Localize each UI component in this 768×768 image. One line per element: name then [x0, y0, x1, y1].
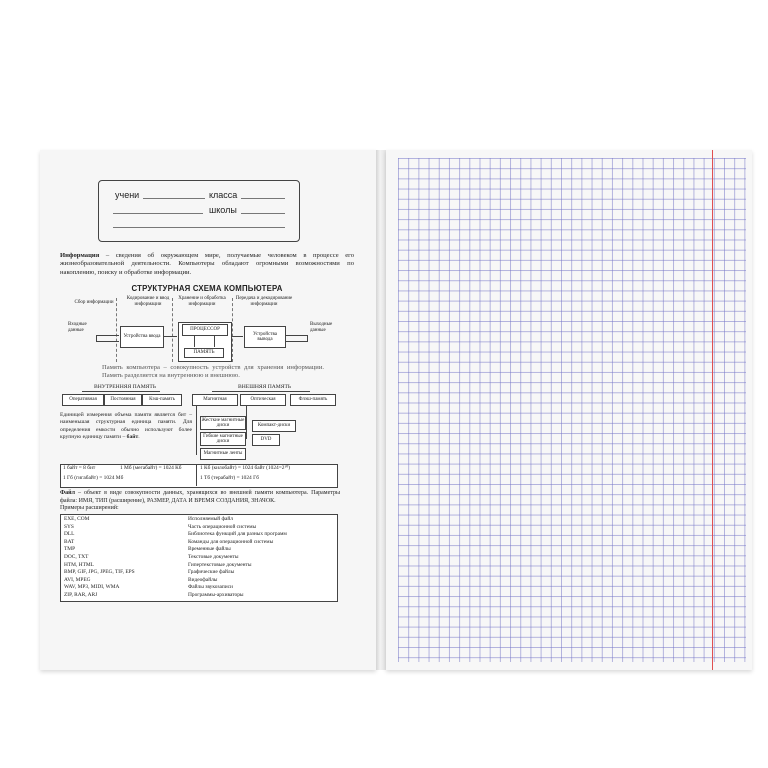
magnetic-sub-box: Гибкие магнитные диски: [200, 432, 246, 446]
margin-line: [712, 150, 713, 670]
extension-desc: Исполняемый файл: [188, 516, 233, 522]
internal-item-box: Кэш-память: [142, 394, 182, 406]
output-arrow: [285, 335, 308, 342]
extension-desc: Гипертекстовые документы: [188, 561, 252, 568]
label-class: класса: [209, 190, 238, 200]
label-school: школы: [209, 205, 237, 215]
extension-name: DLL: [64, 531, 75, 538]
extension-name: HTM, HTML: [64, 561, 94, 568]
unit-line: 1 байт = 8 бит: [63, 465, 96, 471]
input-data-label: Входные данные: [68, 322, 87, 333]
extension-desc: Файлы звукозаписи: [188, 584, 233, 591]
extension-desc: Текстовые документы: [188, 553, 239, 560]
extension-name: SYS: [64, 523, 74, 530]
unit-term: байт: [126, 434, 139, 441]
optical-sub-box: DVD: [252, 434, 280, 446]
extensions-column: [64, 516, 184, 600]
extension-desc: Часть операционной системы: [188, 523, 257, 530]
label-line: [113, 213, 203, 214]
name-label-box: [98, 180, 300, 242]
descriptions-column: [188, 516, 334, 600]
extension-desc: Графические файлы: [188, 569, 235, 576]
label-row-school: [113, 203, 289, 215]
memory-paragraph: Память компьютера – совокупность устройств для хранения информации. Память разделяется на внутреннюю и внешнюю.: [102, 364, 324, 380]
extension-name: ZIP, RAR, ARJ: [64, 591, 98, 598]
connector: [196, 405, 197, 455]
label-student: учени: [115, 190, 140, 200]
label-line: [143, 198, 205, 199]
output-data-label: Выходные данные: [310, 322, 333, 333]
stage-divider: [172, 298, 173, 362]
magnetic-sub-box: Жесткие магнитные диски: [201, 417, 245, 428]
unit-text-end: .: [138, 434, 140, 441]
units-divider: [196, 464, 197, 486]
file-term: Файл: [60, 490, 75, 496]
label-line: [113, 227, 285, 228]
label-line: [241, 213, 285, 214]
label-line: [241, 198, 285, 199]
stage-divider: [232, 298, 233, 362]
extension-name: BMP, GIF, JPG, JPEG, TIF, EPS: [64, 569, 135, 576]
unit-text: Единицей измерения объема памяти является бит – наименьшая структурная единица памяти. Для определения емкости обычно используют более крупную единицу памяти –: [60, 412, 192, 441]
file-text: – объект в виде совокупности данных, хранящихся во внешней памяти компьютера. Параметры файла: ИМЯ, ТИП (расширение), РАЗМЕР, ДАТА И ВРЕМЯ СОЗДАНИЯ, ЗНАЧОК.: [60, 490, 340, 504]
internal-item-box: Оперативная: [62, 394, 104, 406]
file-paragraph: [60, 490, 340, 513]
extension-desc: Видеофайлы: [188, 576, 218, 583]
connector: [214, 335, 215, 347]
diagram-title: СТРУКТУРНАЯ СХЕМА КОМПЬЮТЕРА: [131, 284, 283, 293]
extension-name: WAV, MP3, MIDI, WMA: [64, 584, 120, 591]
extension-name: EXE, COM: [64, 516, 90, 522]
extension-desc: Программы-архиваторы: [188, 591, 244, 598]
external-item-box: Оптическая: [240, 394, 286, 406]
output-device-box: Устройства вывода: [244, 326, 286, 348]
extension-name: AVI, MPEG: [64, 576, 91, 583]
stage-label: Сбор информации: [74, 300, 114, 305]
connector: [246, 405, 247, 439]
intro-term: Информация: [60, 252, 100, 259]
internal-memory-heading: ВНУТРЕННЯЯ ПАМЯТЬ: [94, 384, 157, 390]
grid-paper: [398, 158, 746, 662]
stage-label: Хранение и обработка информации: [178, 296, 226, 307]
extension-name: BAT: [64, 538, 75, 545]
extension-desc: Команды для операционной системы: [188, 538, 274, 545]
connector: [194, 335, 195, 347]
external-memory-heading: ВНЕШНЯЯ ПАМЯТЬ: [238, 384, 292, 390]
external-bracket: [212, 391, 310, 392]
unit-line: 1 Тб (терабайт) = 1024 Гб: [200, 475, 259, 481]
optical-sub-box: Компакт-диски: [252, 420, 296, 432]
extension-desc: Временные файлы: [188, 546, 231, 553]
stage-label: Кодирование и ввод информации: [126, 296, 170, 307]
label-row-blank: [113, 217, 289, 229]
extension-desc: Библиотека функций для разных программ: [188, 531, 287, 538]
stage-divider: [116, 298, 117, 362]
memory-box: ПАМЯТЬ: [184, 348, 224, 358]
unit-line: 1 Мб (мегабайт) = 1024 Кб: [120, 465, 182, 471]
input-arrow: [96, 335, 119, 342]
file-examples: Примеры расширений:: [60, 505, 119, 512]
spine-gutter: [376, 150, 386, 670]
intro-paragraph: [60, 252, 354, 277]
input-device-box: Устройства ввода: [120, 326, 164, 348]
unit-paragraph: [60, 412, 192, 442]
intro-text: – сведения об окружающем мире, получаемые человеком в процессе его жизнеобразовательной деятельности. Компьютеры обладают огромными возможностями по накоплению, поиску и обработке информации.: [60, 252, 354, 276]
extension-name: TMP: [64, 546, 76, 553]
processor-box: ПРОЦЕССОР: [182, 324, 228, 336]
stage-label: Передача и декодирование информации: [235, 296, 293, 307]
external-item-box: Магнитная: [192, 394, 238, 406]
unit-line: 1 Гб (гигабайт) = 1024 Мб: [63, 475, 124, 481]
internal-item-box: Постоянная: [104, 394, 142, 406]
magnetic-sub-box: Магнитные ленты: [200, 448, 246, 460]
external-item-box: Флэш-память: [290, 394, 336, 406]
connector: [163, 336, 177, 337]
connector: [231, 336, 243, 337]
extension-name: DOC, TXT: [64, 553, 89, 560]
unit-line: 1 Кб (килобайт) = 1024 байт (1024=2¹⁰): [200, 465, 291, 471]
label-row-student: [113, 188, 289, 200]
internal-bracket: [82, 391, 160, 392]
